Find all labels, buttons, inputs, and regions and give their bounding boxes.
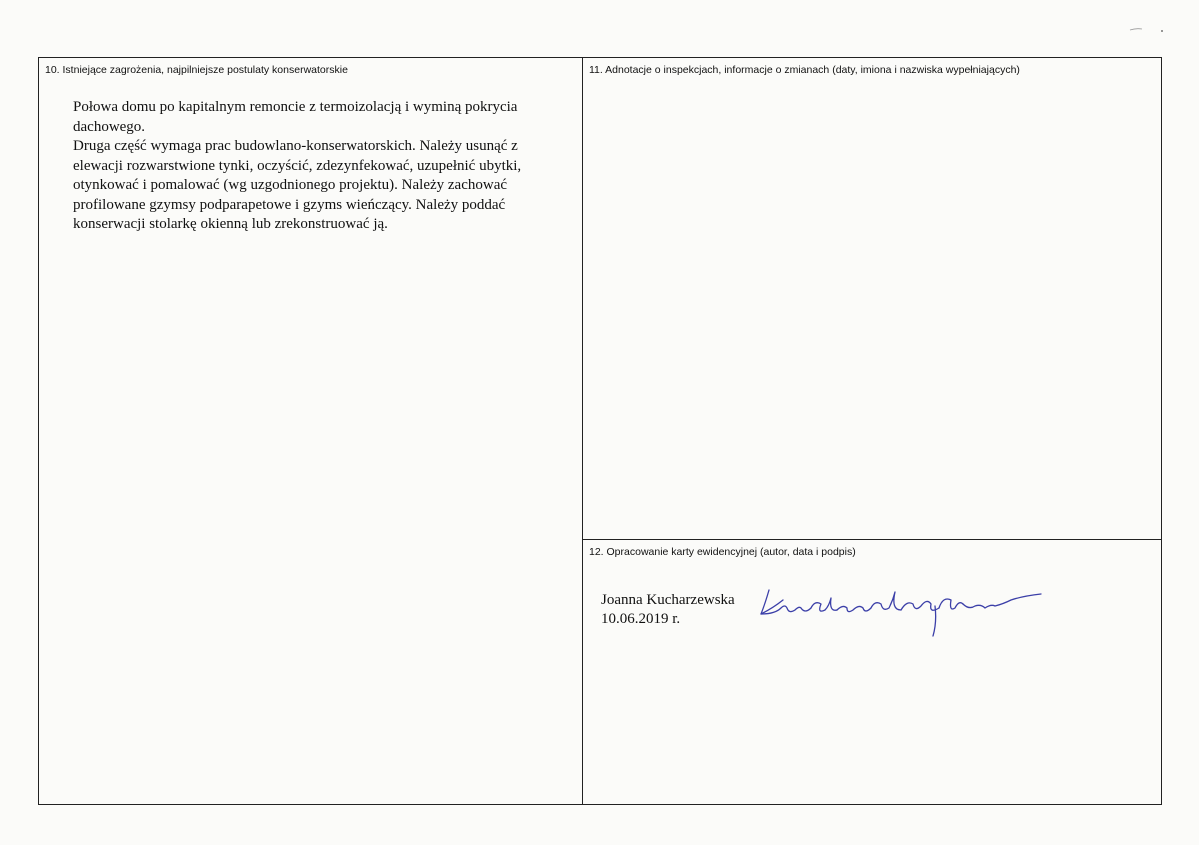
section-12-heading: 12. Opracowanie karty ewidencyjnej (autor, data i podpis) [589, 546, 856, 558]
author-date: 10.06.2019 r. [601, 611, 681, 627]
section-10-cell [39, 58, 583, 804]
section-10-paragraph: Połowa domu po kapitalnym remoncie z termoizolacją i wyminą pokrycia dachowego. [73, 99, 518, 135]
section-12-cell [583, 540, 1161, 804]
section-10-paragraph: Druga część wymaga prac budowlano-konserwatorskich. Należy usunąć z elewacji rozwarstwione tynki, oczyścić, zdezynfekować, uzupełnić ubytki, otynkować i pomalować (wg uzgodnionego projektu). Należy zachować profilowane gzymsy podparapetowe i gzyms wieńczący. Należy poddać konserwacji stolarkę okienną lub zrekonstruować ją. [73, 138, 522, 232]
scan-mark [1128, 22, 1168, 34]
section-11-cell [583, 58, 1161, 540]
author-block [601, 591, 735, 629]
section-10-text [73, 98, 563, 235]
handwritten-signature [755, 570, 1045, 640]
author-name: Joanna Kucharzewska [601, 592, 735, 608]
form-table [38, 57, 1162, 805]
section-11-heading: 11. Adnotacje o inspekcjach, informacje o zmianach (daty, imiona i nazwiska wypełniających) [589, 64, 1020, 76]
section-10-heading: 10. Istniejące zagrożenia, najpilniejsze postulaty konserwatorskie [45, 64, 348, 76]
